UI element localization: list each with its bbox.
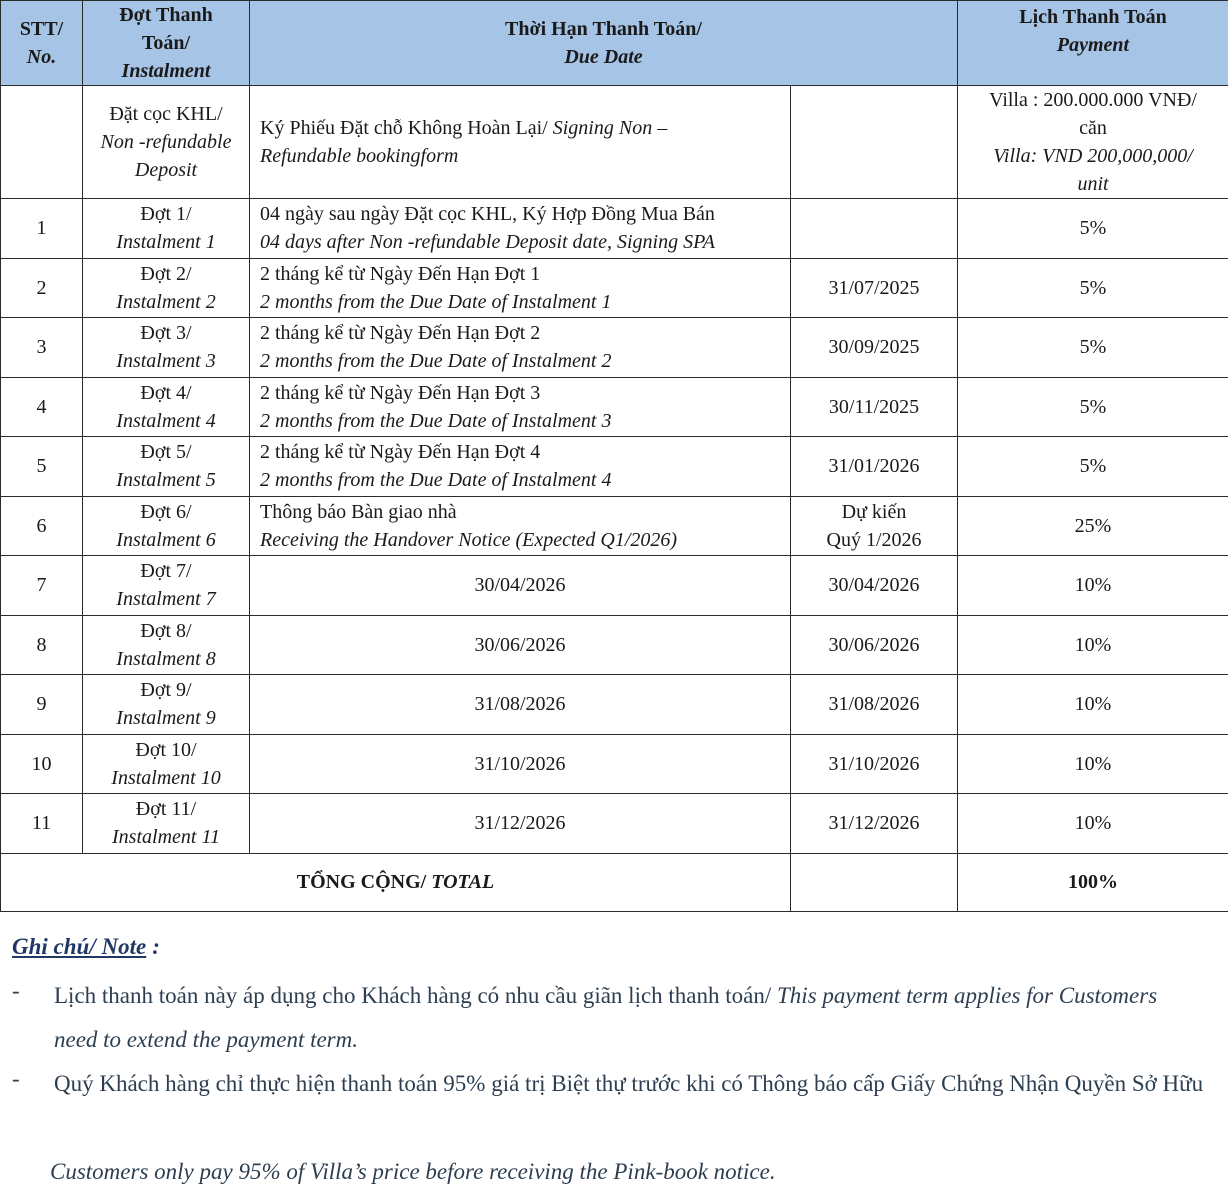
- cell-date: 30/11/2025: [791, 377, 958, 437]
- cell-date: 30/04/2026: [791, 556, 958, 616]
- cell-no: 5: [1, 437, 83, 497]
- cell-date: 31/08/2026: [791, 675, 958, 735]
- cell-payment: 10%: [958, 556, 1228, 616]
- table-row: [1, 258, 1228, 318]
- cell-payment: 5%: [958, 377, 1228, 437]
- table-row: [1, 615, 1228, 675]
- cell-term: 31/10/2026: [250, 734, 791, 794]
- table-row-deposit: [1, 86, 1228, 199]
- header-no: STT/ No.: [1, 1, 83, 86]
- table-row: [1, 675, 1228, 735]
- table-row-total: [1, 853, 1228, 911]
- cell-no: 3: [1, 318, 83, 378]
- table-header-row: [1, 1, 1228, 86]
- rows-group-b: [1, 556, 1228, 854]
- table-row: [1, 794, 1228, 854]
- header-instalment: Đợt Thanh Toán/ Instalment: [83, 1, 250, 86]
- cell-payment: 5%: [958, 199, 1228, 259]
- cell-term: Ký Phiếu Đặt chỗ Không Hoàn Lại/ Signing Non – Refundable bookingform: [250, 86, 791, 199]
- cell-instalment: Đợt 2/ Instalment 2: [83, 258, 250, 318]
- cell-no: 7: [1, 556, 83, 616]
- cell-instalment: Đợt 7/ Instalment 7: [83, 556, 250, 616]
- total-date: [791, 853, 958, 911]
- cell-payment: 10%: [958, 615, 1228, 675]
- total-payment: 100%: [958, 853, 1228, 911]
- cell-payment: 25%: [958, 496, 1228, 556]
- cell-date: 31/12/2026: [791, 794, 958, 854]
- rows-group-a: [1, 199, 1228, 497]
- cell-payment: 10%: [958, 794, 1228, 854]
- cell-payment: 5%: [958, 318, 1228, 378]
- cell-payment: Villa : 200.000.000 VNĐ/ căn Villa: VND 200,000,000/ unit: [958, 86, 1228, 199]
- cell-no: 2: [1, 258, 83, 318]
- cell-payment: 10%: [958, 734, 1228, 794]
- notes-title: Ghi chú/ Note :: [12, 934, 160, 959]
- cell-term: 2 tháng kể từ Ngày Đến Hạn Đợt 1 2 months from the Due Date of Instalment 1: [250, 258, 791, 318]
- cell-payment: 10%: [958, 675, 1228, 735]
- cell-no: 6: [1, 496, 83, 556]
- cell-term: 30/04/2026: [250, 556, 791, 616]
- table-row: [1, 437, 1228, 497]
- cell-no: 10: [1, 734, 83, 794]
- cell-no: 8: [1, 615, 83, 675]
- cell-instalment: Đợt 9/ Instalment 9: [83, 675, 250, 735]
- cell-date: 31/01/2026: [791, 437, 958, 497]
- bullet-2: -: [12, 1066, 20, 1091]
- cell-no: 4: [1, 377, 83, 437]
- cell-date: Dự kiến Quý 1/2026: [791, 496, 958, 556]
- table-row: [1, 199, 1228, 259]
- cell-date: 30/06/2026: [791, 615, 958, 675]
- cell-payment: 5%: [958, 258, 1228, 318]
- cell-instalment: Đặt cọc KHL/ Non -refundable Deposit: [83, 86, 250, 199]
- total-label: TỔNG CỘNG/ TOTAL: [1, 853, 791, 911]
- cell-term: 31/12/2026: [250, 794, 791, 854]
- cell-date: 30/09/2025: [791, 318, 958, 378]
- cell-instalment: Đợt 1/ Instalment 1: [83, 199, 250, 259]
- cell-date: [791, 86, 958, 199]
- cell-term: 31/08/2026: [250, 675, 791, 735]
- table-row: [1, 556, 1228, 616]
- cell-instalment: Đợt 11/ Instalment 11: [83, 794, 250, 854]
- table-row: [1, 496, 1228, 556]
- cell-term: 04 ngày sau ngày Đặt cọc KHL, Ký Hợp Đồng Mua Bán 04 days after Non -refundable Deposit date, Signing SPA: [250, 199, 791, 259]
- cell-no: 9: [1, 675, 83, 735]
- cell-date: 31/10/2026: [791, 734, 958, 794]
- note-3: Customers only pay 95% of Villa’s price before receiving the Pink-book notice.: [50, 1159, 776, 1184]
- cell-term: Thông báo Bàn giao nhà Receiving the Handover Notice (Expected Q1/2026): [250, 496, 791, 556]
- cell-instalment: Đợt 10/ Instalment 10: [83, 734, 250, 794]
- cell-term: 2 tháng kể từ Ngày Đến Hạn Đợt 4 2 months from the Due Date of Instalment 4: [250, 437, 791, 497]
- table-row: [1, 377, 1228, 437]
- cell-instalment: Đợt 3/ Instalment 3: [83, 318, 250, 378]
- cell-instalment: Đợt 4/ Instalment 4: [83, 377, 250, 437]
- cell-no: 11: [1, 794, 83, 854]
- table-row: [1, 318, 1228, 378]
- header-payment: Lịch Thanh Toán Payment: [958, 1, 1228, 86]
- cell-no: 1: [1, 199, 83, 259]
- cell-instalment: Đợt 5/ Instalment 5: [83, 437, 250, 497]
- cell-term: 2 tháng kể từ Ngày Đến Hạn Đợt 2 2 months from the Due Date of Instalment 2: [250, 318, 791, 378]
- cell-date: [791, 199, 958, 259]
- cell-no: [1, 86, 83, 199]
- header-due-date: Thời Hạn Thanh Toán/ Due Date: [250, 1, 958, 86]
- cell-term: 2 tháng kể từ Ngày Đến Hạn Đợt 3 2 months from the Due Date of Instalment 3: [250, 377, 791, 437]
- note-2: Quý Khách hàng chỉ thực hiện thanh toán 95% giá trị Biệt thự trước khi có Thông báo cấp Giấy Chứng Nhận Quyền Sở Hữu: [54, 1071, 1204, 1096]
- cell-date: 31/07/2025: [791, 258, 958, 318]
- cell-instalment: Đợt 8/ Instalment 8: [83, 615, 250, 675]
- table-row: [1, 734, 1228, 794]
- cell-term: 30/06/2026: [250, 615, 791, 675]
- note-1: Lịch thanh toán này áp dụng cho Khách hàng có nhu cầu giãn lịch thanh toán/ This payment term applies for Customers need to extend the payment term.: [54, 983, 1158, 1052]
- bullet-1: -: [12, 978, 20, 1003]
- cell-payment: 5%: [958, 437, 1228, 497]
- cell-instalment: Đợt 6/ Instalment 6: [83, 496, 250, 556]
